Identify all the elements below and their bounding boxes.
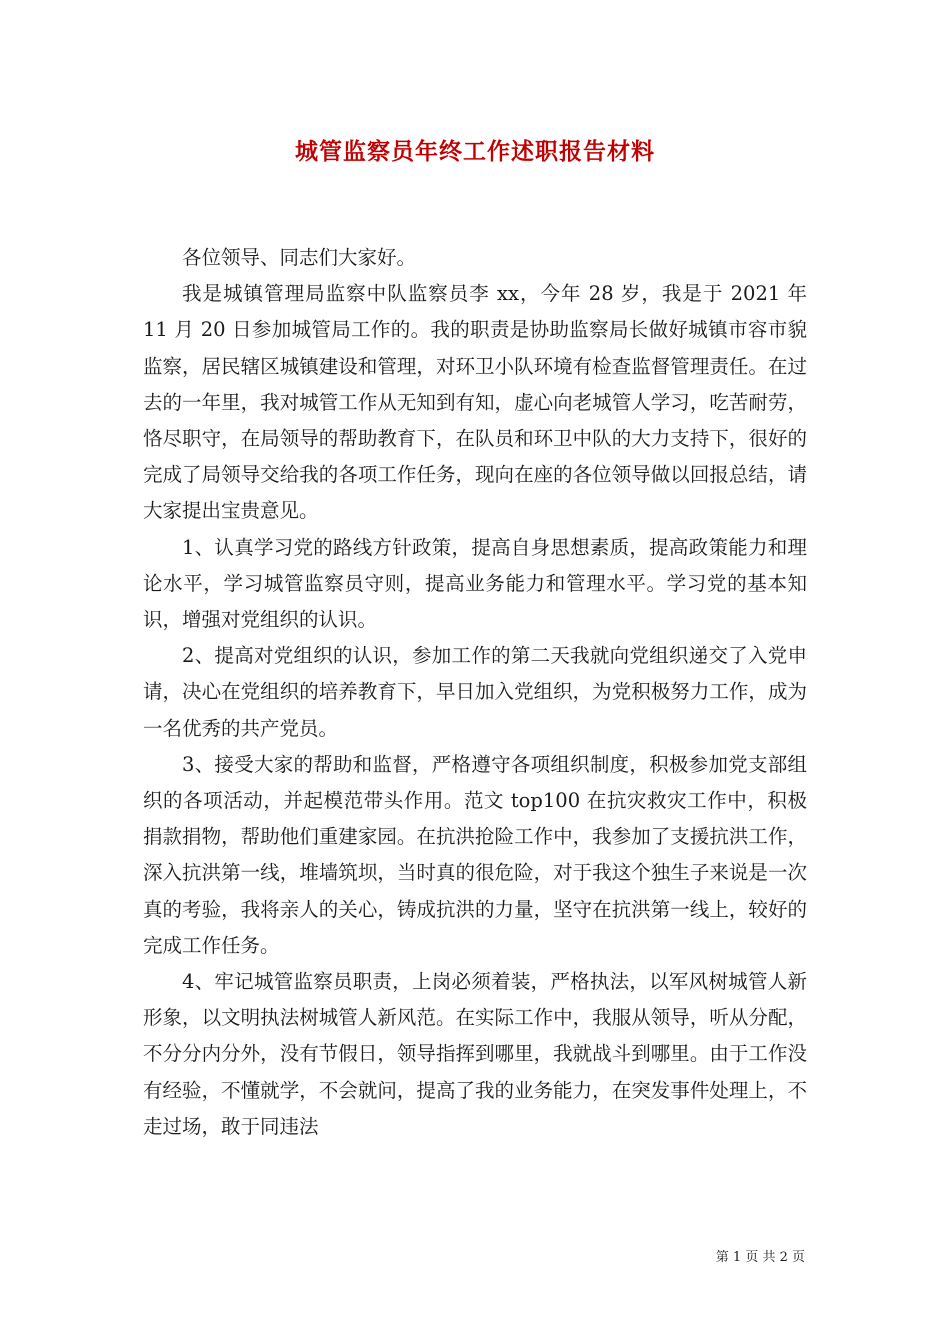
paragraph-intro: 我是城镇管理局监察中队监察员李 xx，今年 28 岁，我是于 2021 年 11 月 20 日参加城管局工作的。我的职责是协助监察局长做好城镇市容市貌监察，居民辖区城镇建设和管理，对环卫小队环境有检查监督管理责任。在过去的一年里，我对城管工作从无知到有知，虚心向老城管人学习，吃苦耐劳，恪尽职守，在局领导的帮助教育下，在队员和环卫中队的大力支持下，很好的完成了局领导交给我的各项工作任务，现向在座的各位领导做以回报总结，请大家提出宝贵意见。 [143,282,807,523]
document-body [143,240,807,1145]
greeting-paragraph: 各位领导、同志们大家好。 [182,246,417,269]
paragraph-item-4: 4、牢记城管监察员职责，上岗必须着装，严格执法，以军风树城管人新形象，以文明执法树城管人新风范。在实际工作中，我服从领导，听从分配，不分分内分外，没有节假日，领导指挥到哪里，我就战斗到哪里。由于工作没有经验，不懂就学，不会就问，提高了我的业务能力，在突发事件处理上，不走过场，敢于同违法 [143,970,807,1138]
document-title: 城管监察员年终工作述职报告材料 [295,138,655,165]
paragraph-item-2: 2、提高对党组织的认识，参加工作的第二天我就向党组织递交了入党申请，决心在党组织的培养教育下，早日加入党组织，为党积极努力工作，成为一名优秀的共产党员。 [143,644,807,740]
paragraph-item-3: 3、接受大家的帮助和监督，严格遵守各项组织制度，积极参加党支部组织的各项活动，并起模范带头作用。范文 top100 在抗灾救灾工作中，积极捐款捐物，帮助他们重建家园。在抗洪抢险工作中，我参加了支援抗洪工作，深入抗洪第一线，堆墙筑坝，当时真的很危险，对于我这个独生子来说是一次真的考验，我将亲人的关心，铸成抗洪的力量，坚守在抗洪第一线上，较好的完成工作任务。 [143,752,807,957]
paragraph-item-1: 1、认真学习党的路线方针政策，提高自身思想素质，提高政策能力和理论水平，学习城管监察员守则，提高业务能力和管理水平。学习党的基本知识，增强对党组织的认识。 [143,535,807,632]
page-number-footer: 第 1 页 共 2 页 [715,1250,805,1265]
